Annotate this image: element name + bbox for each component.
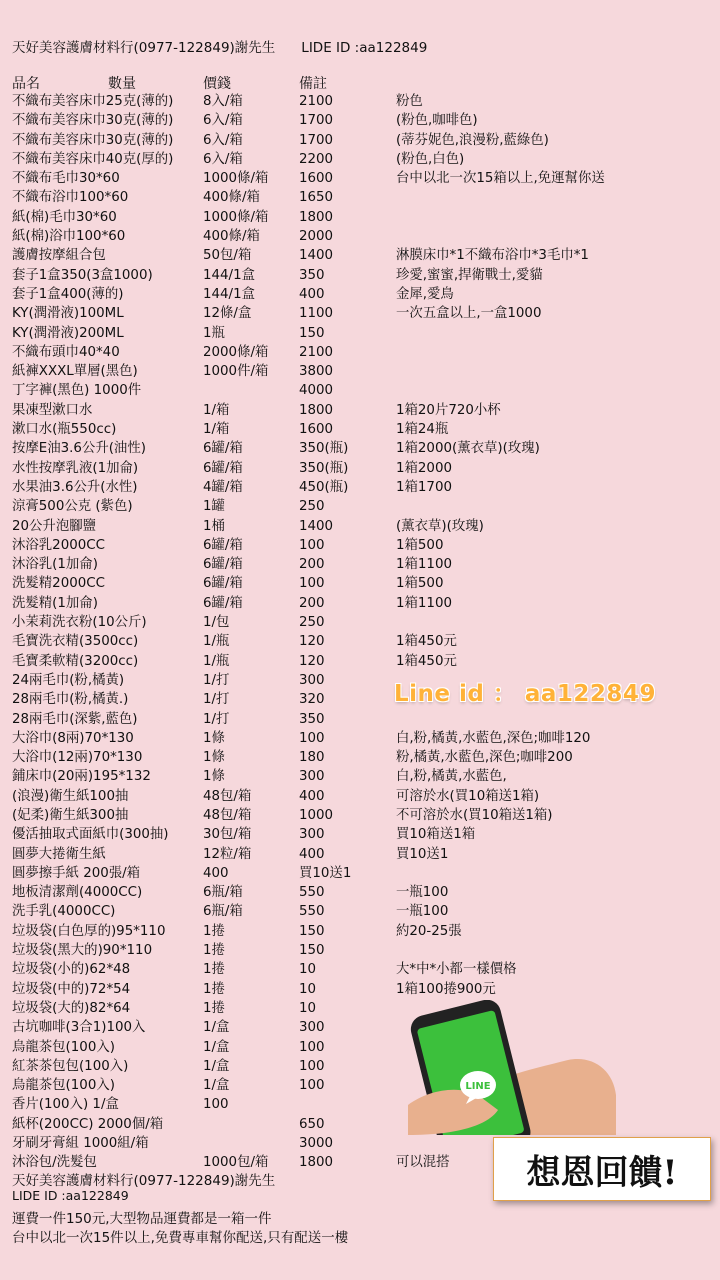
list-item	[0, 459, 720, 478]
item-name: 古坑咖啡(3合1)100入	[12, 1020, 146, 1036]
list-item	[0, 92, 720, 111]
item-price: 100	[299, 1058, 325, 1074]
item-price: 1000	[299, 807, 334, 823]
item-name: 水性按摩乳液(1加侖)	[12, 460, 139, 476]
item-name: 小茉莉洗衣粉(10公斤)	[12, 615, 147, 631]
item-price: 400	[203, 865, 229, 881]
list-item	[0, 304, 720, 323]
list-item	[0, 883, 720, 902]
item-price: 100	[299, 537, 325, 553]
item-name: 按摩E油3.6公升(油性)	[12, 441, 146, 457]
item-note: 買10送1	[396, 846, 449, 862]
list-item	[0, 381, 720, 400]
list-item	[0, 922, 720, 941]
item-name: 不織布美容床巾40克(厚的)	[12, 151, 174, 167]
item-note: 一次五盒以上,一盒1000	[396, 306, 542, 322]
item-note: 一瓶100	[396, 904, 449, 920]
item-qty: 6入/箱	[203, 132, 243, 148]
list-item	[0, 478, 720, 497]
list-item	[0, 960, 720, 979]
item-qty: 6罐/箱	[203, 576, 243, 592]
item-price: 180	[299, 750, 325, 766]
item-qty: 2000條/箱	[203, 344, 269, 360]
list-item	[0, 767, 720, 786]
item-name: KY(潤滑液)100ML	[12, 306, 124, 322]
item-name: 果凍型漱口水	[12, 402, 93, 418]
item-name: 不織布浴巾100*60	[12, 190, 129, 206]
item-price: 1600	[299, 171, 334, 187]
item-price: 100	[203, 1097, 229, 1113]
item-note: 金犀,愛鳥	[396, 286, 454, 302]
item-price: 300	[299, 1020, 325, 1036]
item-price: 150	[299, 923, 325, 939]
item-price: 120	[299, 634, 325, 650]
item-qty: 1捲	[203, 962, 225, 978]
item-qty: 1/箱	[203, 402, 230, 418]
item-price: 550	[299, 904, 325, 920]
item-name: 地板清潔劑(4000CC)	[12, 885, 143, 901]
item-qty: 1/打	[203, 672, 230, 688]
item-price: 100	[299, 576, 325, 592]
item-name: 垃圾袋(黑大的)90*110	[12, 943, 153, 959]
item-name: 沐浴乳(1加侖)	[12, 557, 98, 573]
list-item	[0, 343, 720, 362]
item-qty: 1000條/箱	[203, 209, 269, 225]
item-name: 不織布美容床巾30克(薄的)	[12, 113, 174, 129]
item-price: 10	[299, 1000, 317, 1016]
item-name: 垃圾袋(白色厚的)95*110	[12, 923, 166, 939]
item-price: 1700	[299, 113, 334, 129]
footer-line-id: LIDE ID :aa122849	[12, 1188, 129, 1203]
item-price: 350(瓶)	[299, 441, 349, 457]
list-item	[0, 574, 720, 593]
thanks-text: 想恩回饋!	[526, 1152, 678, 1193]
item-qty: 1條	[203, 730, 225, 746]
column-name-header: 品名	[12, 76, 40, 92]
item-price: 2100	[299, 94, 334, 109]
item-qty: 1000件/箱	[203, 364, 269, 380]
item-name: 不織布美容床巾25克(薄的)	[12, 94, 174, 109]
item-name: 毛寶洗衣精(3500cc)	[12, 634, 139, 650]
list-item	[0, 806, 720, 825]
item-name: (妃柔)衛生紙300抽	[12, 807, 129, 823]
list-item	[0, 285, 720, 304]
item-qty: 1/瓶	[203, 634, 230, 650]
item-name: 漱口水(瓶550cc)	[12, 422, 117, 438]
item-name: 優活抽取式面紙巾(300抽)	[12, 827, 169, 843]
footer-shipping-line2: 台中以北一次15件以上,免費專車幫你配送,只有配送一樓	[12, 1230, 349, 1246]
item-name: 鋪床巾(20兩)195*132	[12, 769, 151, 785]
item-price: 250	[299, 499, 325, 515]
shop-title: 天好美容護膚材料行(0977-122849)謝先生	[12, 40, 276, 56]
item-note: 1箱500	[396, 576, 444, 592]
item-name: 沐浴包/洗髮包	[12, 1155, 97, 1171]
item-price: 2100	[299, 344, 334, 360]
item-qty: 1000條/箱	[203, 171, 269, 187]
item-note: 大*中*小都一樣價格	[396, 962, 517, 978]
column-note-header: 備註	[299, 76, 327, 92]
list-item	[0, 825, 720, 844]
item-name: 28兩毛巾(粉,橘黃.)	[12, 692, 129, 708]
line-id-badge: Line id ： aa122849	[394, 681, 656, 707]
item-price: 250	[299, 615, 325, 631]
item-name: 紅茶茶包包(100入)	[12, 1058, 129, 1074]
item-name: 不織布頭巾40*40	[12, 344, 120, 360]
item-note: 一瓶100	[396, 885, 449, 901]
item-qty: 1/瓶	[203, 653, 230, 669]
item-qty: 4罐/箱	[203, 479, 243, 495]
list-item	[0, 902, 720, 921]
item-name: 28兩毛巾(深紫,藍色)	[12, 711, 138, 727]
item-name: 紙(棉)浴巾100*60	[12, 229, 126, 245]
item-qty: 50包/箱	[203, 248, 252, 264]
item-qty: 144/1盒	[203, 286, 255, 302]
item-qty: 6罐/箱	[203, 595, 243, 611]
item-qty: 144/1盒	[203, 267, 255, 283]
item-price: 150	[299, 325, 325, 341]
item-price: 1700	[299, 132, 334, 148]
item-name: 垃圾袋(中的)72*54	[12, 981, 131, 997]
list-item	[0, 362, 720, 381]
item-name: 洗髮精(1加侖)	[12, 595, 98, 611]
item-qty: 1條	[203, 769, 225, 785]
item-name: 紙杯(200CC) 2000個/箱	[12, 1116, 164, 1132]
item-name: 護膚按摩組合包	[12, 248, 106, 264]
item-price: 100	[299, 1078, 325, 1094]
item-name: 大浴巾(12兩)70*130	[12, 750, 143, 766]
item-price: 100	[299, 730, 325, 746]
item-name: 紙(棉)毛巾30*60	[12, 209, 117, 225]
list-item	[0, 845, 720, 864]
item-note: 買10箱送1箱	[396, 827, 476, 843]
item-note: 粉,橘黃,水藍色,深色;咖啡200	[396, 750, 573, 766]
list-item	[0, 266, 720, 285]
item-name: 涼膏500公克 (紫色)	[12, 499, 133, 515]
item-note: 淋膜床巾*1不織布浴巾*3毛巾*1	[396, 248, 589, 264]
list-item	[0, 632, 720, 651]
item-name: 丁字褲(黑色) 1000件	[12, 383, 142, 399]
item-price: 1800	[299, 1155, 334, 1171]
item-note: 可以混搭	[396, 1155, 450, 1171]
item-note: 1箱500	[396, 537, 444, 553]
list-item	[0, 439, 720, 458]
list-item	[0, 420, 720, 439]
item-price: 1650	[299, 190, 334, 206]
item-price: 350	[299, 711, 325, 727]
item-name: 套子1盒350(3盒1000)	[12, 267, 153, 283]
item-qty: 1/盒	[203, 1058, 230, 1074]
list-item	[0, 246, 720, 265]
list-item	[0, 497, 720, 516]
item-note: 1箱2000(薰衣草)(玫瑰)	[396, 441, 540, 457]
item-price: 400	[299, 286, 325, 302]
item-name: 香片(100入) 1/盒	[12, 1097, 119, 1113]
item-qty: 1條	[203, 750, 225, 766]
list-item	[0, 208, 720, 227]
item-price: 400	[299, 846, 325, 862]
item-name: 紙褲XXXL單層(黑色)	[12, 364, 138, 380]
item-price: 400	[299, 788, 325, 804]
item-note: 1箱1700	[396, 479, 452, 495]
item-qty: 6入/箱	[203, 113, 243, 129]
item-price: 300	[299, 672, 325, 688]
item-note: 1箱2000	[396, 460, 452, 476]
item-name: 不織布毛巾30*60	[12, 171, 120, 187]
item-price: 3000	[299, 1136, 334, 1152]
item-price: 100	[299, 1039, 325, 1055]
item-price: 450(瓶)	[299, 479, 349, 495]
item-price: 1800	[299, 209, 334, 225]
item-price: 2200	[299, 151, 334, 167]
list-item	[0, 188, 720, 207]
item-qty: 1捲	[203, 923, 225, 939]
item-qty: 1/盒	[203, 1078, 230, 1094]
item-note: 珍愛,蜜蜜,捍衛戰士,愛貓	[396, 267, 543, 283]
list-item	[0, 169, 720, 188]
item-name: 毛寶柔軟精(3200cc)	[12, 653, 139, 669]
item-name: 垃圾袋(大的)82*64	[12, 1000, 131, 1016]
item-name: 牙刷牙膏組 1000組/箱	[12, 1136, 149, 1152]
column-price-header: 價錢	[203, 76, 231, 92]
item-name: 烏龍茶包(100入)	[12, 1039, 115, 1055]
item-price: 1400	[299, 248, 334, 264]
item-qty: 1/包	[203, 615, 230, 631]
list-item	[0, 401, 720, 420]
thanks-card	[493, 1137, 711, 1201]
item-note: 1箱1100	[396, 595, 452, 611]
item-qty: 48包/箱	[203, 788, 252, 804]
item-note: 白,粉,橘黃,水藍色,深色;咖啡120	[396, 730, 591, 746]
item-qty: 1捲	[203, 1000, 225, 1016]
list-item	[0, 941, 720, 960]
line-logo-text: LINE	[465, 1081, 491, 1092]
item-note: 台中以北一次15箱以上,免運幫你送	[396, 171, 605, 187]
item-price: 1100	[299, 306, 334, 322]
column-qty-header: 數量	[108, 76, 136, 92]
item-note: 白,粉,橘黃,水藍色,	[396, 769, 507, 785]
list-item	[0, 748, 720, 767]
list-item	[0, 980, 720, 999]
item-name: 洗手乳(4000CC)	[12, 904, 116, 920]
item-note: (薰衣草)(玫瑰)	[396, 518, 484, 534]
item-name: 24兩毛巾(粉,橘黃)	[12, 672, 125, 688]
item-note: 1箱24瓶	[396, 422, 449, 438]
item-qty: 12粒/箱	[203, 846, 252, 862]
item-qty: 1/打	[203, 692, 230, 708]
item-note: (蒂芬妮色,浪漫粉,藍綠色)	[396, 132, 549, 148]
item-name: 沐浴乳2000CC	[12, 537, 105, 553]
item-qty: 6瓶/箱	[203, 885, 243, 901]
item-price: 300	[299, 827, 325, 843]
item-price: 550	[299, 885, 325, 901]
list-item	[0, 517, 720, 536]
item-qty: 1捲	[203, 981, 225, 997]
item-price: 3800	[299, 364, 334, 380]
item-note: 1箱20片720小杯	[396, 402, 501, 418]
item-name: 大浴巾(8兩)70*130	[12, 730, 134, 746]
item-note: 買10送1	[299, 865, 352, 881]
item-qty: 1瓶	[203, 325, 225, 341]
item-price: 350	[299, 267, 325, 283]
list-item	[0, 555, 720, 574]
item-qty: 6罐/箱	[203, 441, 243, 457]
item-note: 1箱450元	[396, 653, 457, 669]
item-qty: 1/盒	[203, 1039, 230, 1055]
list-item	[0, 787, 720, 806]
item-price: 650	[299, 1116, 325, 1132]
list-item	[0, 131, 720, 150]
item-qty: 6罐/箱	[203, 460, 243, 476]
item-price: 350(瓶)	[299, 460, 349, 476]
item-qty: 6入/箱	[203, 151, 243, 167]
item-qty: 1/盒	[203, 1020, 230, 1036]
item-qty: 400條/箱	[203, 229, 260, 245]
item-note: 可溶於水(買10箱送1箱)	[396, 788, 540, 804]
item-price: 2000	[299, 229, 334, 245]
item-qty: 1桶	[203, 518, 225, 534]
item-note: 不可溶於水(買10箱送1箱)	[396, 807, 553, 823]
item-note: 約20-25張	[396, 923, 462, 939]
list-item	[0, 594, 720, 613]
item-qty: 1捲	[203, 943, 225, 959]
item-price: 200	[299, 595, 325, 611]
item-price: 10	[299, 962, 317, 978]
list-item	[0, 150, 720, 169]
item-qty: 6罐/箱	[203, 537, 243, 553]
item-name: KY(潤滑液)200ML	[12, 325, 124, 341]
item-price: 1400	[299, 518, 334, 534]
item-note: 粉色	[396, 94, 423, 109]
item-name: 不織布美容床巾30克(薄的)	[12, 132, 174, 148]
item-qty: 1/打	[203, 711, 230, 727]
item-name: 20公升泡腳鹽	[12, 518, 96, 534]
item-qty: 12條/盒	[203, 306, 252, 322]
item-name: 圓夢擦手紙 200張/箱	[12, 865, 141, 881]
item-price: 300	[299, 769, 325, 785]
item-note: (粉色,咖啡色)	[396, 113, 478, 129]
list-item	[0, 864, 720, 883]
page-header	[12, 36, 427, 56]
item-note: (粉色,白色)	[396, 151, 465, 167]
item-price: 320	[299, 692, 325, 708]
item-price: 120	[299, 653, 325, 669]
item-name: 烏龍茶包(100入)	[12, 1078, 115, 1094]
item-name: 水果油3.6公升(水性)	[12, 479, 138, 495]
item-name: 套子1盒400(薄的)	[12, 286, 124, 302]
item-price: 4000	[299, 383, 334, 399]
item-name: 垃圾袋(小的)62*48	[12, 962, 131, 978]
footer-shipping-line1: 運費一件150元,大型物品運費都是一箱一件	[12, 1211, 272, 1227]
list-item	[0, 613, 720, 632]
item-price: 1800	[299, 402, 334, 418]
list-item	[0, 111, 720, 130]
item-price: 150	[299, 943, 325, 959]
item-qty: 6罐/箱	[203, 557, 243, 573]
item-name: 圓夢大捲衛生紙	[12, 846, 106, 862]
list-item	[0, 227, 720, 246]
item-qty: 48包/箱	[203, 807, 252, 823]
item-qty: 400條/箱	[203, 190, 260, 206]
item-note: 1箱100捲900元	[396, 981, 496, 997]
item-qty: 1罐	[203, 499, 225, 515]
item-note: 1箱450元	[396, 634, 457, 650]
item-price: 10	[299, 981, 317, 997]
list-item	[0, 729, 720, 748]
list-item	[0, 710, 720, 729]
list-item	[0, 536, 720, 555]
item-qty: 30包/箱	[203, 827, 252, 843]
phone-hand-icon	[408, 1000, 618, 1135]
footer-shop: 天好美容護膚材料行(0977-122849)謝先生	[12, 1173, 276, 1189]
item-qty: 8入/箱	[203, 94, 243, 109]
item-qty: 1000包/箱	[203, 1155, 269, 1171]
item-qty: 1/箱	[203, 422, 230, 438]
item-name: 洗髮精2000CC	[12, 576, 105, 592]
item-price: 200	[299, 557, 325, 573]
list-item	[0, 652, 720, 671]
header-line-id: LIDE ID :aa122849	[301, 40, 428, 56]
item-qty: 6瓶/箱	[203, 904, 243, 920]
list-item	[0, 324, 720, 343]
item-note: 1箱1100	[396, 557, 452, 573]
item-name: (浪漫)衛生紙100抽	[12, 788, 129, 804]
item-price: 1600	[299, 422, 334, 438]
